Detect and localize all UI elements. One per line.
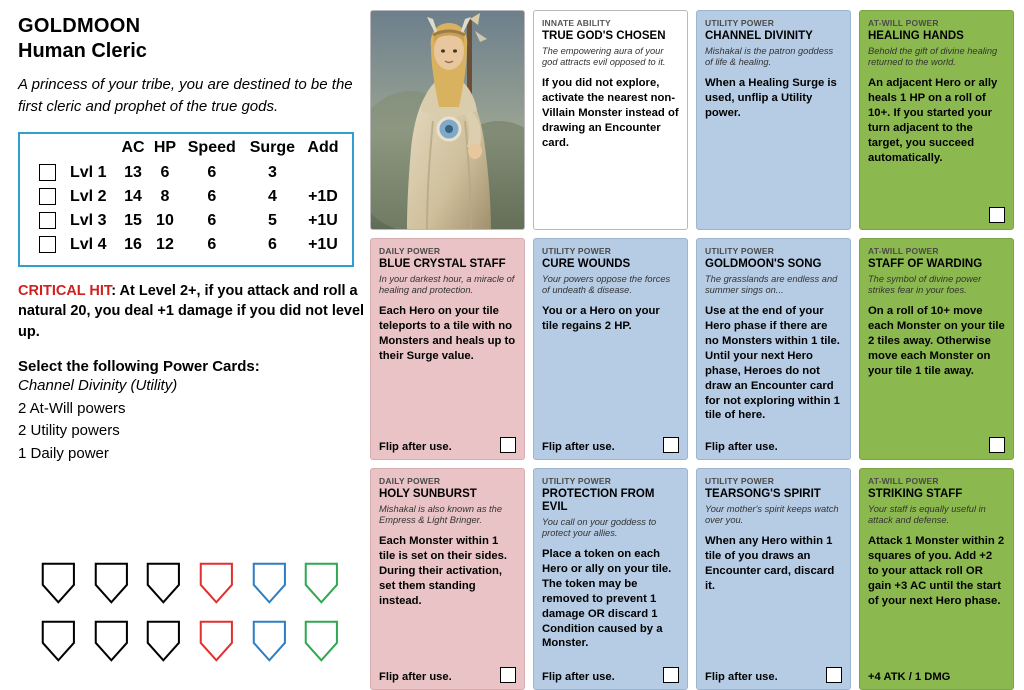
shield-icon[interactable] xyxy=(145,560,182,606)
card-title: CHANNEL DIVINITY xyxy=(705,30,813,42)
card-footer-text: Flip after use. xyxy=(542,671,615,683)
shield-icon[interactable] xyxy=(198,618,235,664)
speed-value-3: 6 xyxy=(207,211,217,229)
card-footer xyxy=(868,437,1005,453)
card-body: When any Hero within 1 tile of you draws an Encounter card, discard it. xyxy=(705,535,835,592)
card-healing-hands[interactable] xyxy=(859,10,1014,230)
shield-icon[interactable] xyxy=(251,560,288,606)
critical-hit-text: : At Level 2+, if you attack and roll a natural 20, you deal +1 damage if you did not level up. xyxy=(18,282,365,340)
hp-value-2: 8 xyxy=(160,187,170,205)
select-power-line-1: Channel Divinity (Utility) xyxy=(18,377,178,395)
stats-table xyxy=(28,138,344,257)
card-staff-of-warding[interactable] xyxy=(859,238,1014,460)
shield-icon[interactable] xyxy=(251,618,288,664)
shield-icon[interactable] xyxy=(303,618,340,664)
level-checkbox-2[interactable] xyxy=(28,185,66,209)
card-title: TEARSONG'S SPIRIT xyxy=(705,488,821,500)
card-flip-checkbox[interactable] xyxy=(826,667,842,683)
card-flip-checkbox[interactable] xyxy=(663,667,679,683)
shield-icon[interactable] xyxy=(303,560,340,606)
level-label-4: Lvl 4 xyxy=(70,235,107,253)
power-card-grid xyxy=(370,10,1014,690)
card-title: TRUE GOD'S CHOSEN xyxy=(542,30,666,42)
card-body: Each Hero on your tile teleports to a tile with no Monsters and heals up to their Surge value. xyxy=(379,305,516,362)
level-label-1: Lvl 1 xyxy=(70,163,107,181)
card-tearsongs-spirit[interactable] xyxy=(696,468,851,690)
card-title: GOLDMOON'S SONG xyxy=(705,258,822,270)
shield-icon[interactable] xyxy=(198,560,235,606)
level-checkbox-1[interactable] xyxy=(28,161,66,185)
card-kicker: DAILY POWER xyxy=(379,246,441,256)
level-label-2: Lvl 2 xyxy=(70,187,107,205)
card-body: Each Monster within 1 tile is set on their sides. During their activation, set them standing instead. xyxy=(379,535,508,607)
hero-flavor-text: A princess of your tribe, you are destined to be the first cleric and prophet of the true gods. xyxy=(18,76,353,115)
level-checkbox-4[interactable] xyxy=(28,233,66,257)
surge-value-4: 6 xyxy=(267,235,277,253)
card-kicker: AT-WILL POWER xyxy=(868,246,939,256)
card-kicker: DAILY POWER xyxy=(379,476,441,486)
table-row xyxy=(28,161,344,185)
select-powers-title: Select the following Power Cards: xyxy=(18,358,260,376)
checkbox-icon[interactable] xyxy=(39,164,56,181)
card-body: When a Healing Surge is used, unflip a Utility power. xyxy=(705,77,837,119)
level-label-3: Lvl 3 xyxy=(70,211,107,229)
card-flavor: Behold the gift of divine healing returned to the world. xyxy=(868,45,998,68)
card-kicker: AT-WILL POWER xyxy=(868,18,939,28)
card-flip-checkbox[interactable] xyxy=(500,667,516,683)
card-body: On a roll of 10+ move each Monster on your tile 2 tiles away. Otherwise move each Monster on your tile 1 tile away. xyxy=(868,305,1005,377)
card-body: Place a token on each Hero or ally on your tile. The token may be removed to prevent 1 damage OR discard 1 Condition caused by a Monster. xyxy=(542,547,672,650)
card-title: CURE WOUNDS xyxy=(542,258,631,270)
card-body: Attack 1 Monster within 2 squares of you. Add +2 to your attack roll OR gain +3 AC until the start of your next Hero phase. xyxy=(868,535,1005,607)
card-footer-text: Flip after use. xyxy=(705,441,778,453)
shield-icon[interactable] xyxy=(93,560,130,606)
speed-value-4: 6 xyxy=(207,235,217,253)
card-flip-checkbox[interactable] xyxy=(989,437,1005,453)
card-flip-checkbox[interactable] xyxy=(989,207,1005,223)
table-row xyxy=(28,185,344,209)
speed-value-1: 6 xyxy=(207,163,217,181)
shield-token-area xyxy=(40,560,340,676)
card-footer xyxy=(868,671,1005,683)
table-row xyxy=(28,209,344,233)
add-value-1 xyxy=(302,161,344,185)
shield-row-1 xyxy=(40,560,340,606)
select-power-line-2: 2 At-Will powers xyxy=(18,399,126,417)
card-flip-checkbox[interactable] xyxy=(500,437,516,453)
shield-icon[interactable] xyxy=(93,618,130,664)
card-kicker: UTILITY POWER xyxy=(705,476,775,486)
stats-header-check xyxy=(28,138,66,161)
card-body: You or a Hero on your tile regains 2 HP. xyxy=(542,305,660,332)
hero-class: Human Cleric xyxy=(18,40,147,62)
card-flavor: Your mother's spirit keeps watch over you. xyxy=(705,503,839,526)
card-kicker: INNATE ABILITY xyxy=(542,18,611,28)
add-value-2: +1D xyxy=(308,187,338,205)
stats-header-level xyxy=(66,138,117,161)
card-title: STRIKING STAFF xyxy=(868,488,963,500)
hero-info-panel xyxy=(18,14,368,465)
surge-value-3: 5 xyxy=(267,211,277,229)
table-row xyxy=(28,233,344,257)
surge-value-1: 3 xyxy=(267,163,277,181)
stats-header-add: Add xyxy=(307,138,339,156)
hero-portrait-image xyxy=(371,11,525,230)
card-kicker: UTILITY POWER xyxy=(705,18,775,28)
card-title: HOLY SUNBURST xyxy=(379,488,477,500)
card-footer xyxy=(868,207,1005,223)
select-power-line-4: 1 Daily power xyxy=(18,444,109,462)
hp-value-3: 10 xyxy=(156,211,174,229)
critical-hit-note xyxy=(18,281,368,343)
card-cure-wounds[interactable] xyxy=(533,238,688,460)
stats-body xyxy=(28,161,344,257)
card-goldmoons-song[interactable] xyxy=(696,238,851,460)
card-flavor: The grasslands are endless and summer sings on... xyxy=(705,273,838,296)
hero-portrait-card[interactable] xyxy=(370,10,525,230)
card-body: If you did not explore, activate the nearest non-Villain Monster instead of drawing an Encounter card. xyxy=(542,77,679,149)
card-body: Use at the end of your Hero phase if there are no Monsters within 1 tile. Until your next Hero phase, Heroes do not draw an Encounter card for not exploring within 1 tile of here. xyxy=(705,305,840,422)
stats-table-box xyxy=(18,132,354,267)
ac-value-1: 13 xyxy=(124,163,142,181)
card-footer-text: +4 ATK / 1 DMG xyxy=(868,671,951,683)
card-kicker: UTILITY POWER xyxy=(542,476,612,486)
card-flip-checkbox[interactable] xyxy=(663,437,679,453)
card-flavor: Mishakal is the patron goddess of life & healing. xyxy=(705,45,834,68)
hp-value-4: 12 xyxy=(156,235,174,253)
ac-value-4: 16 xyxy=(124,235,142,253)
stats-header-ac: AC xyxy=(121,138,145,156)
card-footer-text: Flip after use. xyxy=(379,441,452,453)
card-footer-text: Flip after use. xyxy=(705,671,778,683)
hero-name: GOLDMOON xyxy=(18,15,141,37)
hp-value-1: 6 xyxy=(160,163,170,181)
card-title: HEALING HANDS xyxy=(868,30,964,42)
card-flavor: The empowering aura of your god attracts evil opposed to it. xyxy=(542,45,666,68)
stats-header-hp: HP xyxy=(153,138,177,156)
card-protection-from-evil[interactable] xyxy=(533,468,688,690)
shield-icon[interactable] xyxy=(40,618,77,664)
shield-icon[interactable] xyxy=(145,618,182,664)
shield-icon[interactable] xyxy=(40,560,77,606)
card-footer xyxy=(705,667,842,683)
card-flavor: Your powers oppose the forces of undeath & disease. xyxy=(542,273,671,296)
critical-hit-label: CRITICAL HIT xyxy=(18,282,112,299)
stats-header-surge: Surge xyxy=(249,138,296,156)
card-flavor: In your darkest hour, a miracle of healing and protection. xyxy=(379,273,515,296)
card-flavor: The symbol of divine power strikes fear in your foes. xyxy=(868,273,982,296)
card-footer xyxy=(379,437,516,453)
checkbox-icon[interactable] xyxy=(39,212,56,229)
add-value-4: +1U xyxy=(308,235,338,253)
card-footer xyxy=(379,667,516,683)
surge-value-2: 4 xyxy=(267,187,277,205)
card-flavor: Your staff is equally useful in attack and defense. xyxy=(868,503,986,526)
card-flavor: Mishakal is also known as the Empress & Light Bringer. xyxy=(379,503,502,526)
card-channel-divinity[interactable] xyxy=(696,10,851,230)
ac-value-3: 15 xyxy=(124,211,142,229)
card-title: STAFF OF WARDING xyxy=(868,258,983,270)
speed-value-2: 6 xyxy=(207,187,217,205)
card-flavor: You call on your goddess to protect your allies. xyxy=(542,516,657,539)
stats-header-row xyxy=(28,138,344,161)
select-power-line-3: 2 Utility powers xyxy=(18,422,120,440)
card-footer-text: Flip after use. xyxy=(379,671,452,683)
card-title: BLUE CRYSTAL STAFF xyxy=(379,258,506,270)
checkbox-icon[interactable] xyxy=(39,236,56,253)
card-title: PROTECTION FROM EVIL xyxy=(542,488,655,513)
card-striking-staff[interactable] xyxy=(859,468,1014,690)
card-footer xyxy=(542,667,679,683)
add-value-3: +1U xyxy=(308,211,338,229)
shield-row-2 xyxy=(40,618,340,664)
card-kicker: UTILITY POWER xyxy=(542,246,612,256)
card-holy-sunburst[interactable] xyxy=(370,468,525,690)
stats-header-speed: Speed xyxy=(187,138,236,156)
ac-value-2: 14 xyxy=(124,187,142,205)
card-footer xyxy=(705,441,842,453)
card-footer xyxy=(542,437,679,453)
checkbox-icon[interactable] xyxy=(39,188,56,205)
card-kicker: UTILITY POWER xyxy=(705,246,775,256)
card-kicker: AT-WILL POWER xyxy=(868,476,939,486)
level-checkbox-3[interactable] xyxy=(28,209,66,233)
card-blue-crystal-staff[interactable] xyxy=(370,238,525,460)
card-footer-text: Flip after use. xyxy=(542,441,615,453)
card-body: An adjacent Hero or ally heals 1 HP on a roll of 10+. If you started your turn adjacent to the target, you succeed automatically. xyxy=(868,77,998,164)
card-true-gods-chosen[interactable] xyxy=(533,10,688,230)
